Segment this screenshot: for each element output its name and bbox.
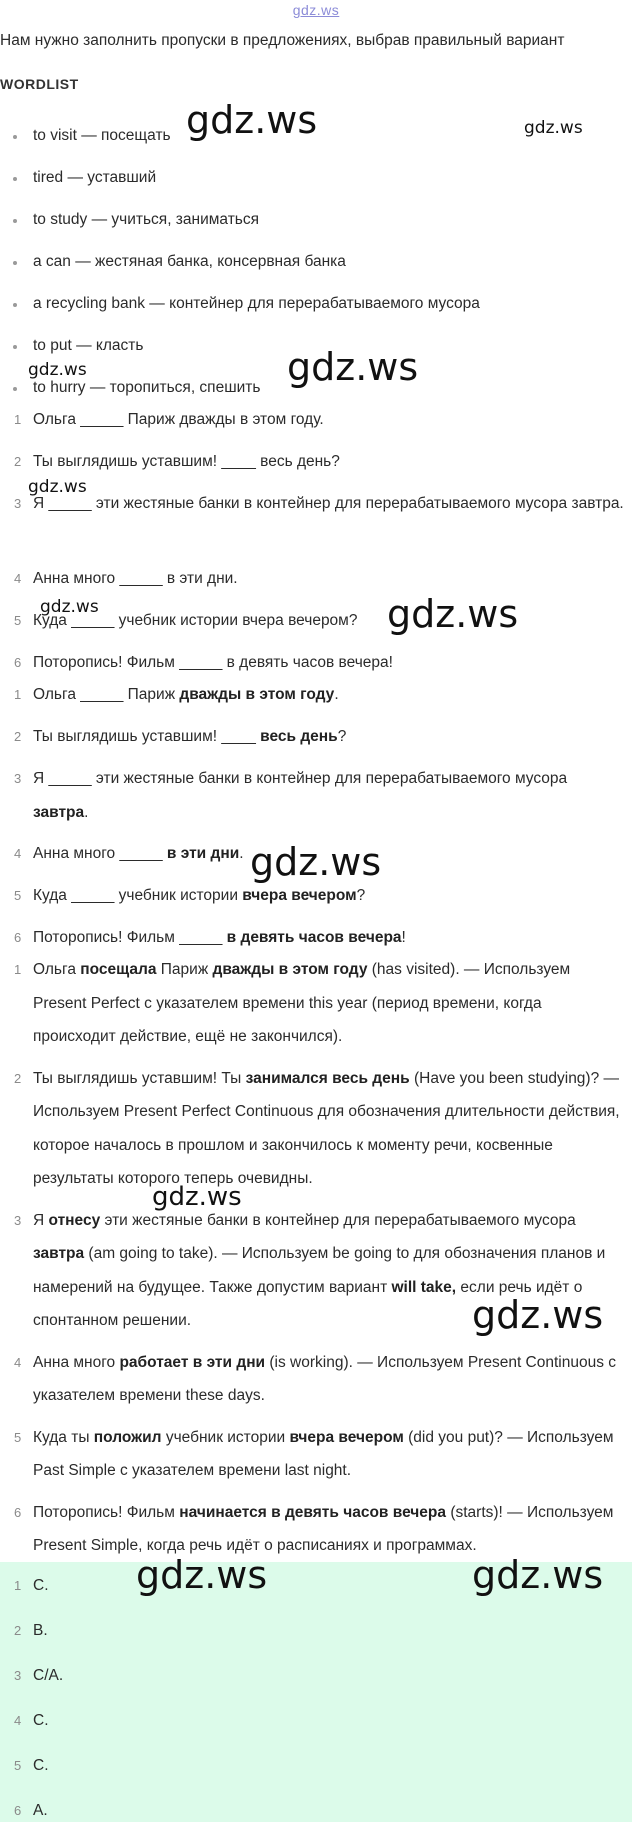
answer-verb: начинается в девять часов вечера [179, 1503, 447, 1521]
wordlist-item-text: to visit — посещать [33, 127, 171, 144]
item-number: 1 [14, 412, 22, 427]
highlighted-item [0, 678, 632, 720]
wordlist-item [0, 164, 632, 206]
time-marker: дважды в этом году [179, 686, 335, 703]
explanation: (am going to take). — Используем be going to для обозначения планов и намерений на будущее. Также допустим вариант [33, 1245, 606, 1296]
text-part: Я _____ эти жестяные банки в контейнер для перерабатываемого мусора [33, 770, 568, 787]
text-part: учебник истории [161, 1428, 290, 1446]
question-item [0, 445, 632, 487]
highlighted-item [0, 720, 632, 762]
highlighted-questions-list [0, 678, 632, 963]
wordlist-item-text: to hurry — торопиться, спешить [33, 379, 261, 396]
answer-item [0, 1749, 632, 1794]
wordlist-item [0, 248, 632, 290]
explanation: (Have you been studying)? — Используем Present Perfect Continuous для обозначения длительности действия, которое началось в прошлом и закончилось к моменту речи, косвенные результаты которого теперь очевидны. [33, 1069, 620, 1187]
watermark: gdz.ws [287, 345, 419, 389]
alternative-answer: will take, [391, 1278, 457, 1296]
answer-item [0, 1794, 632, 1839]
wordlist-item-text: a can — жестяная банка, консервная банка [33, 253, 346, 270]
text-part: Ольга [33, 961, 81, 978]
time-marker: в девять часов вечера [226, 929, 402, 946]
text-part: ? [337, 728, 347, 745]
text-part: Ты выглядишь уставшим! ____ [33, 728, 261, 745]
site-logo[interactable]: gdz.ws [292, 2, 340, 18]
answer-letter: C/A. [33, 1667, 64, 1684]
item-number: 4 [14, 846, 22, 861]
answer-letter: B. [33, 1622, 48, 1639]
item-number: 3 [14, 771, 22, 786]
solutions-list [0, 953, 632, 1571]
text-part: ? [356, 887, 366, 904]
question-text: Анна много _____ в эти дни. [33, 570, 238, 587]
answer-verb: положил [93, 1428, 162, 1446]
time-marker: в эти дни [166, 845, 240, 862]
watermark: gdz.ws [524, 118, 583, 138]
text-part: Анна много _____ [33, 845, 167, 862]
question-item [0, 487, 632, 562]
item-number: 4 [14, 1354, 22, 1370]
answer-verb: посещала [80, 961, 157, 978]
watermark: gdz.ws [40, 597, 99, 617]
watermark: gdz.ws [28, 477, 87, 497]
text-part: . [84, 803, 89, 821]
item-number: 6 [14, 1803, 22, 1818]
time-marker: весь день [260, 728, 338, 745]
explanation: (is working). — Используем Present Continuous с указателем времени these days. [33, 1353, 617, 1404]
explanation: (did you put)? — Используем Past Simple с указателем времени last night. [33, 1428, 614, 1479]
wordlist-item-text: tired — уставший [33, 169, 157, 186]
watermark: gdz.ws [28, 360, 87, 380]
item-number: 2 [14, 729, 22, 744]
answer-letter: C. [33, 1577, 49, 1594]
wordlist-item [0, 290, 632, 332]
answers-panel [0, 1562, 632, 1822]
text-part: Анна много [33, 1353, 120, 1371]
text-part: . [239, 845, 244, 862]
item-number: 3 [14, 1668, 22, 1683]
answer-letter: C. [33, 1712, 49, 1729]
bullet-icon [13, 303, 17, 307]
watermark: gdz.ws [250, 840, 382, 884]
item-number: 2 [14, 1623, 22, 1638]
text-part: Поторопись! Фильм [33, 1503, 180, 1521]
bullet-icon [13, 219, 17, 223]
answer-verb: занимался весь день [245, 1069, 410, 1087]
watermark: gdz.ws [472, 1293, 604, 1337]
item-number: 5 [14, 1429, 22, 1445]
text-part: Париж [156, 961, 213, 978]
item-number: 6 [14, 930, 22, 945]
item-number: 1 [14, 962, 22, 977]
wordlist-item-text: to study — учиться, заниматься [33, 211, 260, 228]
question-text: Я _____ эти жестяные банки в контейнер для перерабатываемого мусора завтра. [33, 495, 624, 512]
item-number: 4 [14, 1713, 22, 1728]
wordlist-item-text: a recycling bank — контейнер для перерабатываемого мусора [33, 295, 480, 312]
solution-item [0, 1421, 632, 1488]
highlighted-item [0, 879, 632, 921]
question-text: Поторопись! Фильм _____ в девять часов вечера! [33, 654, 393, 671]
solution-item [0, 1062, 632, 1196]
watermark: gdz.ws [136, 1553, 268, 1597]
solution-item [0, 953, 632, 1054]
wordlist-heading: WORDLIST [0, 76, 79, 92]
wordlist-item-text: to put — класть [33, 337, 144, 354]
text-part: Куда _____ учебник истории [33, 887, 243, 904]
answer-item [0, 1659, 632, 1704]
item-number: 5 [14, 888, 22, 903]
item-number: 5 [14, 1758, 22, 1773]
watermark: gdz.ws [472, 1553, 604, 1597]
bullet-icon [13, 261, 17, 265]
answer-item [0, 1704, 632, 1749]
explanation: (has visited). — Используем Present Perfect с указателем времени this year (период времени, когда происходит действие, ещё не закончился). [33, 961, 571, 1045]
item-number: 2 [14, 454, 22, 469]
text-part: Я [33, 1211, 49, 1229]
watermark: gdz.ws [387, 592, 519, 636]
item-number: 4 [14, 571, 22, 586]
watermark: gdz.ws [186, 98, 318, 142]
text-part: Ольга _____ Париж [33, 686, 180, 703]
time-marker: завтра [33, 803, 85, 821]
solution-item [0, 1346, 632, 1413]
bullet-icon [13, 345, 17, 349]
item-number: 6 [14, 1504, 22, 1520]
time-marker: дважды в этом году [212, 961, 368, 978]
text-part: . [334, 686, 339, 703]
question-text: Ты выглядишь уставшим! ____ весь день? [33, 453, 340, 470]
explanation: (starts)! — Используем Present Simple, когда речь идёт о расписаниях и программах. [33, 1503, 614, 1554]
item-number: 2 [14, 1070, 22, 1086]
bullet-icon [13, 387, 17, 391]
text-part: если речь идёт о спонтанном решении. [33, 1278, 583, 1329]
question-text: Куда _____ учебник истории вчера вечером? [33, 612, 358, 629]
item-number: 3 [14, 1212, 22, 1228]
item-number: 1 [14, 1578, 22, 1593]
item-number: 1 [14, 687, 22, 702]
answer-item [0, 1614, 632, 1659]
time-marker: завтра [33, 1245, 85, 1262]
question-item [0, 403, 632, 445]
task-instruction: Нам нужно заполнить пропуски в предложениях, выбрав правильный вариант [0, 32, 565, 49]
text-part: эти жестяные банки в контейнер для перерабатываемого мусора [100, 1211, 576, 1229]
highlighted-item [0, 762, 632, 837]
text-part: Ты выглядишь уставшим! Ты [33, 1069, 246, 1087]
item-number: 5 [14, 613, 22, 628]
text-part: Поторопись! Фильм _____ [33, 929, 227, 946]
item-number: 6 [14, 655, 22, 670]
bullet-icon [13, 177, 17, 181]
answer-verb: работает в эти дни [119, 1353, 266, 1371]
time-marker: вчера вечером [289, 1428, 404, 1446]
answer-letter: C. [33, 1757, 49, 1774]
answer-verb: отнесу [48, 1211, 101, 1229]
bullet-icon [13, 135, 17, 139]
text-part: Куда ты [33, 1428, 94, 1446]
text-part: ! [401, 929, 406, 946]
question-text: Ольга _____ Париж дважды в этом году. [33, 411, 324, 428]
answer-letter: A. [33, 1802, 48, 1819]
wordlist-item [0, 206, 632, 248]
time-marker: вчера вечером [242, 887, 357, 904]
watermark: gdz.ws [152, 1182, 242, 1212]
item-number: 3 [14, 496, 22, 511]
questions-list [0, 403, 632, 688]
